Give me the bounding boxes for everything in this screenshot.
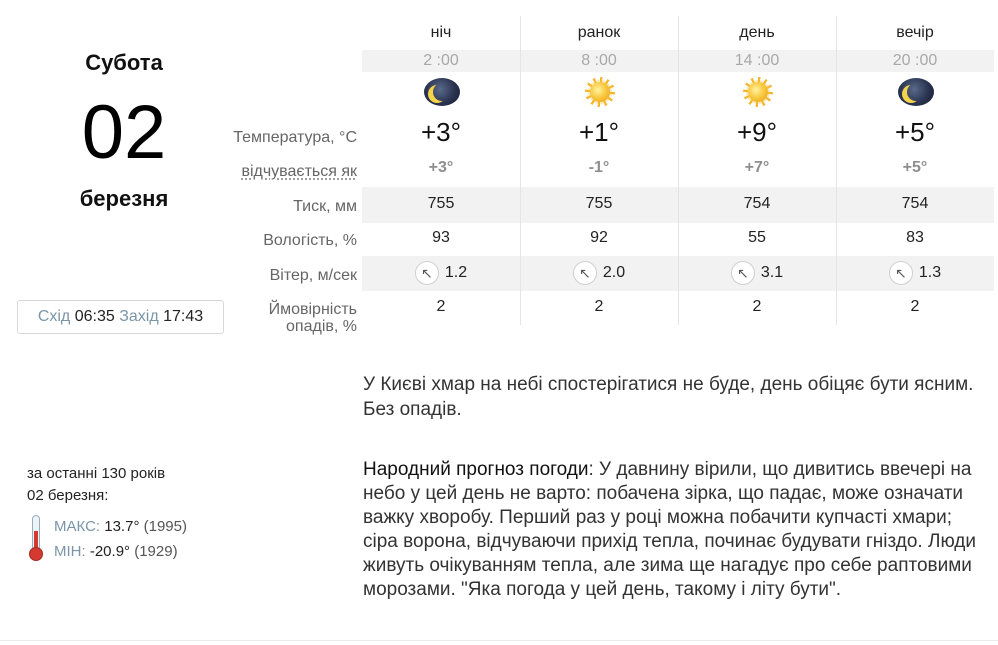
thermometer-icon	[27, 515, 45, 561]
feels-like-value: +7°	[744, 159, 770, 176]
history-min-label: МІН:	[54, 543, 86, 560]
pressure-value: 755	[585, 195, 613, 212]
precip-value: 2	[594, 298, 604, 315]
temperature-value: +1°	[578, 117, 620, 147]
precip-value: 2	[910, 298, 920, 315]
feels-like-value: +5°	[902, 159, 928, 176]
history-line1: за останні 130 років	[27, 465, 166, 482]
humidity-value: 83	[906, 229, 924, 246]
period-time: 8 :00	[581, 52, 617, 69]
temperature-label: Температура, °C	[233, 129, 357, 146]
weather-description: У Києві хмар на небі спостерігатися не буде, день обіцяє бути ясним. Без опадів.	[363, 374, 974, 420]
pressure-value: 754	[743, 195, 771, 212]
sunset-time: 17:43	[163, 308, 204, 325]
moon-icon	[362, 78, 520, 110]
precip-label-line2: опадів, %	[286, 318, 357, 335]
wind-value: 3.1	[760, 264, 784, 281]
period-day: день	[739, 24, 775, 41]
feels-like-value: -1°	[588, 159, 610, 176]
history-min-value: -20.9°	[89, 543, 131, 560]
feels-like-value: +3°	[428, 159, 454, 176]
wind-cell	[678, 261, 836, 285]
humidity-label: Вологість, %	[263, 232, 357, 249]
day-number: 02	[81, 90, 167, 175]
moon-icon	[836, 78, 994, 110]
period-evening: вечір	[896, 24, 934, 41]
temperature-value: +3°	[420, 117, 462, 147]
sun-icon	[678, 78, 836, 110]
day-name: Субота	[85, 50, 163, 75]
wind-direction-icon: ↖	[889, 261, 913, 285]
sunrise-label: Схід	[37, 308, 71, 325]
pressure-value: 754	[901, 195, 929, 212]
period-time: 14 :00	[734, 52, 780, 69]
wind-value: 1.2	[444, 264, 468, 281]
period-time: 20 :00	[892, 52, 938, 69]
period-morning: ранок	[577, 24, 621, 41]
humidity-value: 55	[748, 229, 766, 246]
precip-value: 2	[752, 298, 762, 315]
temperature-value: +9°	[736, 117, 778, 147]
wind-cell	[362, 261, 520, 285]
pressure-value: 755	[427, 195, 455, 212]
history-max-label: МАКС:	[54, 518, 101, 535]
sunrise-time: 06:35	[74, 308, 115, 325]
history-min-year: (1929)	[134, 543, 178, 560]
sunrise-sunset-box	[17, 300, 224, 334]
history-line2: 02 березня:	[27, 487, 109, 504]
folk-forecast	[363, 458, 991, 602]
temperature-value: +5°	[894, 117, 936, 147]
folk-forecast-text: : У давнину вірили, що дивитись ввечері на небо у цей день не варто: побачена зірка, що падає, може означати важку хворобу. Перший раз у році можна побачити купчасті хмари; сіра ворона, відчуваючи прихід тепла, починає будувати гніздо. Люди живуть очікуванням тепла, але зима ще нагадує про себе раптовими морозами. "Яка погода у цей день, такому і літу бути".	[363, 459, 976, 600]
history-max-year: (1995)	[143, 518, 187, 535]
period-time: 2 :00	[423, 52, 459, 69]
precip-label-line1: Ймовірність	[268, 301, 357, 318]
precip-value: 2	[436, 298, 446, 315]
wind-direction-icon: ↖	[415, 261, 439, 285]
history-title	[27, 463, 165, 507]
history-min	[54, 543, 178, 560]
wind-value: 1.3	[918, 264, 942, 281]
humidity-value: 93	[432, 229, 450, 246]
wind-value: 2.0	[602, 264, 626, 281]
sunset-label: Захід	[119, 308, 159, 325]
wind-label: Вітер, м/сек	[269, 267, 357, 284]
wind-direction-icon: ↖	[573, 261, 597, 285]
history-max-value: 13.7°	[104, 518, 140, 535]
month-name: березня	[79, 186, 169, 211]
humidity-value: 92	[590, 229, 608, 246]
period-night: ніч	[430, 24, 452, 41]
wind-cell	[836, 261, 994, 285]
history-max	[54, 518, 187, 535]
pressure-label: Тиск, мм	[293, 198, 357, 215]
bottom-divider	[0, 640, 998, 641]
folk-forecast-heading: Народний прогноз погоди	[363, 459, 589, 480]
sun-icon	[520, 78, 678, 110]
feels-like-label[interactable]: відчувається як	[241, 163, 357, 180]
wind-direction-icon: ↖	[731, 261, 755, 285]
wind-cell	[520, 261, 678, 285]
